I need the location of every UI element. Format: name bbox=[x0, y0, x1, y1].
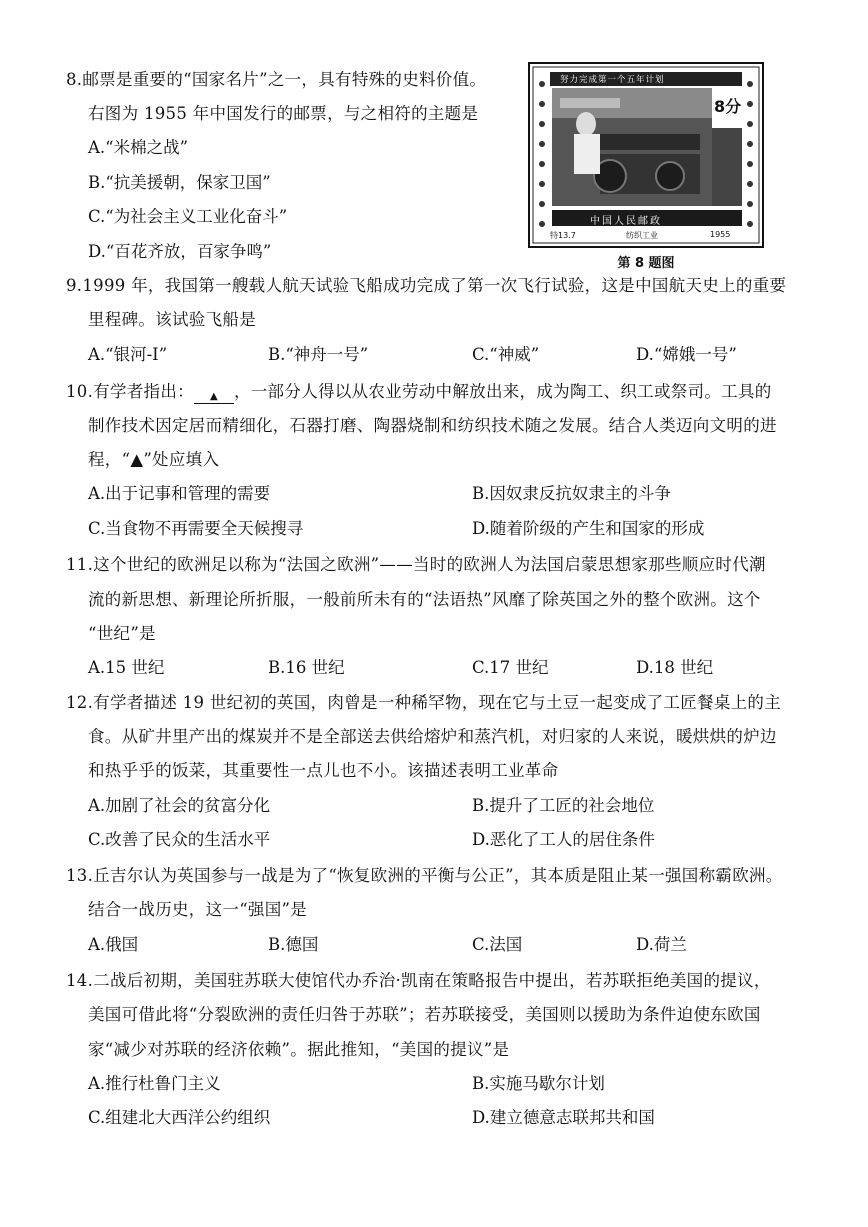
answer-blank: ▲ bbox=[194, 387, 234, 404]
question-14-line-2: 美国可借此将“分裂欧洲的责任归咎于苏联”；若苏联接受，美国则以援助为条件迫使东欧国 bbox=[88, 1005, 761, 1024]
question-11-option-a[interactable]: A.15 世纪 bbox=[88, 658, 165, 677]
question-10-option-a[interactable]: A.出于记事和管理的需要 bbox=[88, 484, 271, 503]
question-8-line-2: 右图为 1955 年中国发行的邮票，与之相符的主题是 bbox=[88, 104, 479, 123]
question-12-line-1: 12.有学者描述 19 世纪初的英国，肉曾是一种稀罕物，现在它与土豆一起变成了工匠餐桌上的主 bbox=[66, 693, 782, 712]
question-8-option-a[interactable]: A.“米棉之战” bbox=[88, 138, 189, 157]
stamp-image bbox=[528, 62, 764, 248]
stamp-bottom-text: 中国人民邮政 bbox=[590, 216, 662, 227]
question-8-option-b[interactable]: B.“抗美援朝，保家卫国” bbox=[88, 173, 271, 192]
question-10-option-c[interactable]: C.当食物不再需要全天候搜寻 bbox=[88, 519, 304, 538]
question-14-option-d[interactable]: D.建立德意志联邦共和国 bbox=[472, 1108, 655, 1127]
question-9-option-c[interactable]: C.“神威” bbox=[472, 345, 540, 364]
question-12-option-c[interactable]: C.改善了民众的生活水平 bbox=[88, 830, 271, 849]
question-14-line-1: 14.二战后初期，美国驻苏联大使馆代办乔治·凯南在策略报告中提出，若苏联拒绝美国的提议， bbox=[66, 971, 771, 990]
stamp-footer-left: 特13.7 bbox=[550, 231, 576, 240]
stamp-top-text: 努力完成第一个五年计划 bbox=[560, 75, 665, 85]
question-14-option-c[interactable]: C.组建北大西洋公约组织 bbox=[88, 1108, 271, 1127]
question-8-line-1: 8.邮票是重要的“国家名片”之一，具有特殊的史料价值。 bbox=[66, 70, 487, 89]
question-8-option-c[interactable]: C.“为社会主义工业化奋斗” bbox=[88, 207, 288, 226]
question-10-line-3: 程，“▲”处应填入 bbox=[88, 450, 220, 469]
stamp-value: 8分 bbox=[714, 97, 742, 116]
figure-caption: 第 8 题图 bbox=[617, 256, 675, 271]
question-10-line-1: 10.有学者指出： ▲ ，一部分人得以从农业劳动中解放出来，成为陶工、织工或祭司。工具的 bbox=[66, 382, 772, 402]
question-8-option-d[interactable]: D.“百花齐放，百家争鸣” bbox=[88, 242, 272, 261]
question-10-option-d[interactable]: D.随着阶级的产生和国家的形成 bbox=[472, 519, 705, 538]
question-12-option-d[interactable]: D.恶化了工人的居住条件 bbox=[472, 830, 655, 849]
question-12-line-2: 食。从矿井里产出的煤炭并不是全部送去供给熔炉和蒸汽机，对归家的人来说，暖烘烘的炉边 bbox=[88, 727, 777, 746]
question-13-option-c[interactable]: C.法国 bbox=[472, 935, 523, 954]
question-14-option-b[interactable]: B.实施马歇尔计划 bbox=[472, 1074, 605, 1093]
question-13-line-1: 13.丘吉尔认为英国参与一战是为了“恢复欧洲的平衡与公正”，其本质是阻止某一强国称霸欧洲。 bbox=[66, 866, 783, 885]
question-11-line-3: “世纪”是 bbox=[88, 624, 156, 643]
question-11-line-2: 流的新思想、新理论所折服，一般前所未有的“法语热”风靡了除英国之外的整个欧洲。这个 bbox=[88, 590, 761, 609]
question-9-option-b[interactable]: B.“神舟一号” bbox=[268, 345, 369, 364]
question-10-line-2: 制作技术因定居而精细化，石器打磨、陶器烧制和纺织技术随之发展。结合人类迈向文明的进 bbox=[88, 416, 777, 435]
question-9-line-2: 里程碑。该试验飞船是 bbox=[88, 310, 256, 329]
question-12-option-a[interactable]: A.加剧了社会的贫富分化 bbox=[88, 796, 271, 815]
question-9-option-d[interactable]: D.“嫦娥一号” bbox=[636, 345, 737, 364]
question-13-option-d[interactable]: D.荷兰 bbox=[636, 935, 687, 954]
question-11-option-b[interactable]: B.16 世纪 bbox=[268, 658, 345, 677]
question-13-option-b[interactable]: B.德国 bbox=[268, 935, 319, 954]
question-11-line-1: 11.这个世纪的欧洲足以称为“法国之欧洲”——当时的欧洲人为法国启蒙思想家那些顺应时代潮 bbox=[66, 555, 766, 574]
stamp-footer-right: 1955 bbox=[710, 230, 731, 239]
question-13-line-2: 结合一战历史，这一“强国”是 bbox=[88, 900, 308, 919]
question-12-option-b[interactable]: B.提升了工匠的社会地位 bbox=[472, 796, 655, 815]
question-11-option-c[interactable]: C.17 世纪 bbox=[472, 658, 549, 677]
question-9-line-1: 9.1999 年，我国第一艘载人航天试验飞船成功完成了第一次飞行试验，这是中国航天史上的重要 bbox=[66, 276, 787, 295]
stamp-footer-mid: 纺织工业 bbox=[626, 231, 658, 240]
question-13-option-a[interactable]: A.俄国 bbox=[88, 935, 139, 954]
question-12-line-3: 和热乎乎的饭菜，其重要性一点儿也不小。该描述表明工业革命 bbox=[88, 761, 559, 780]
question-14-line-3: 家“减少对苏联的经济依赖”。据此推知，“美国的提议”是 bbox=[88, 1040, 510, 1059]
question-9-option-a[interactable]: A.“银河-I” bbox=[88, 345, 168, 364]
stamp-figure bbox=[528, 62, 764, 271]
question-11-option-d[interactable]: D.18 世纪 bbox=[636, 658, 714, 677]
question-10-option-b[interactable]: B.因奴隶反抗奴隶主的斗争 bbox=[472, 484, 671, 503]
question-14-option-a[interactable]: A.推行杜鲁门主义 bbox=[88, 1074, 221, 1093]
